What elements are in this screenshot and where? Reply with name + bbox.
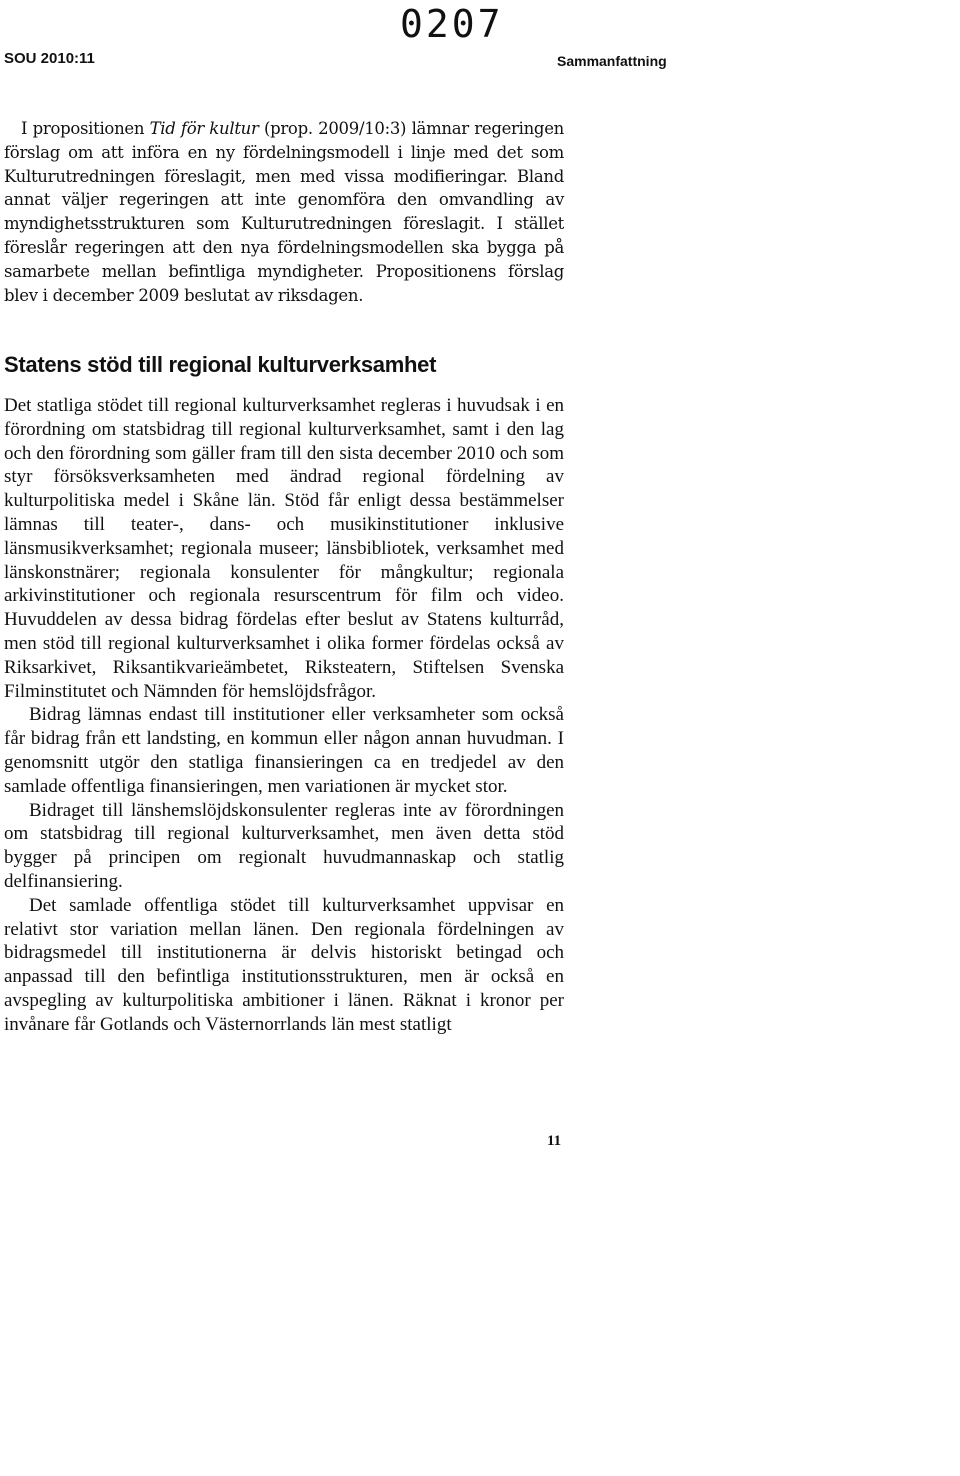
intro-block [4,117,564,307]
body-paragraph: Bidraget till länshemslöjdskonsulenter regleras inte av förordningen om statsbidrag till regional kulturverksamhet, men även detta stöd bygger på principen om regionalt huvudmannaskap och statlig delfinansiering. [4,799,564,892]
intro-rest-text: (prop. 2009/10:3) lämnar regeringen förslag om att införa en ny fördelningsmodell i linje med det som Kulturutredningen föreslagit, men med vissa modifieringar. Bland annat väljer regeringen att inte genomföra den omvandling av myndighetsstrukturen som Kulturutredningen föreslagit. I stället föreslår regeringen att den nya fördelningsmodellen ska bygga på samarbete mellan befintliga myndigheter. Propositionens förslag blev i december 2009 beslutat av riksdagen. [4,119,564,305]
document-stamp: 0207 [400,2,504,46]
section-label: Sammanfattning [557,53,667,69]
intro-paragraph [4,117,564,307]
body-paragraph: Det statliga stödet till regional kulturverksamhet regleras i huvudsak i en förordning om statsbidrag till regional kulturverksamhet, samt i den lag och den förordning som gäller fram till den sista december 2010 och som styr försöksverksamheten med ändrad regional fördelning av kulturpolitiska medel i Skåne län. Stöd får enligt dessa bestämmelser lämnas till teater-, dans- och musikinstitutioner inklusive länsmusikverksamhet; regionala museer; länsbibliotek, verksamhet med länskonstnärer; regionala konsulenter för mångkultur; regionala arkivinstitutioner och regionala resurscentrum för film och video. Huvuddelen av dessa bidrag fördelas efter beslut av Statens kulturråd, men stöd till regional kulturverksamhet i olika former fördelas också av Riksarkivet, Riksantikvarieämbetet, Riksteatern, Stiftelsen Svenska Filminstitutet och Nämnden för hemslöjdsfrågor. [4,395,564,702]
body-paragraph: Det samlade offentliga stödet till kulturverksamhet uppvisar en relativt stor variation mellan länen. Den regionala fördelningen av bidragsmedel till institutionerna är delvis historiskt betingad och anpassad till den befintliga institutionsstrukturen, men är också en avspegling av kulturpolitiska ambitioner i länen. Räknat i kronor per invånare får Gotlands och Västernorrlands län mest statligt [4,894,564,1035]
intro-lead-text: I propositionen [21,119,150,138]
page-number: 11 [547,1133,562,1149]
section-heading: Statens stöd till regional kulturverksamhet [4,352,437,377]
section-body [4,394,564,1037]
report-reference: SOU 2010:11 [4,50,95,67]
proposition-title: Tid för kultur [149,119,259,138]
body-paragraph: Bidrag lämnas endast till institutioner eller verksamheter som också får bidrag från ett landsting, en kommun eller någon annan huvudman. I genomsnitt utgör den statliga finansieringen ca en tredjedel av den samlade offentliga finansieringen, men variationen är mycket stor. [4,704,564,797]
